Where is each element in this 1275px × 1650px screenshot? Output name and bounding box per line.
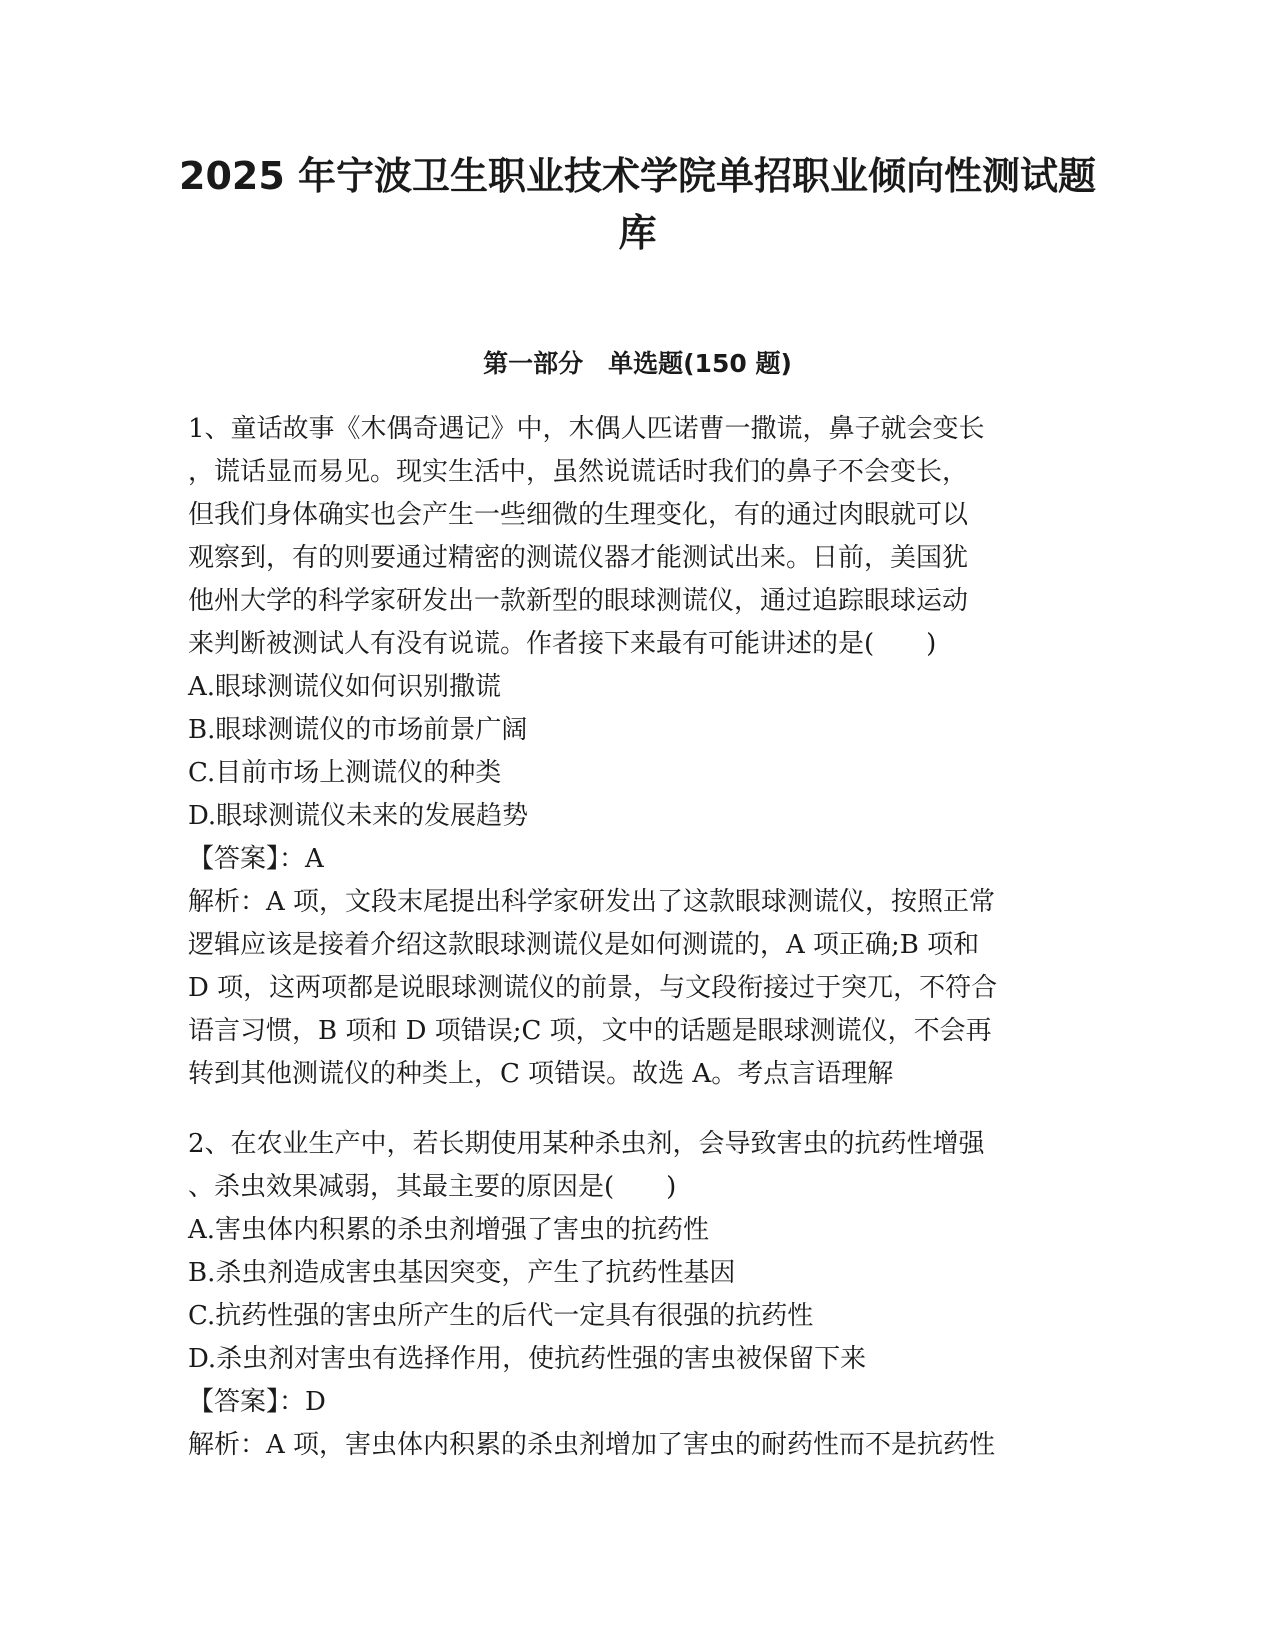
question-stem-line: 观察到，有的则要通过精密的测谎仪器才能测试出来。日前，美国犹 bbox=[188, 543, 969, 573]
title-line-1: 2025 年宁波卫生职业技术学院单招职业倾向性测试题 bbox=[179, 154, 1096, 198]
question-stem-line: ，谎话显而易见。现实生活中，虽然说谎话时我们的鼻子不会变长， bbox=[188, 457, 969, 487]
analysis-line: D 项，这两项都是说眼球测谎仪的前景，与文段衔接过于突兀，不符合 bbox=[188, 973, 998, 1003]
question-stem-line: 、杀虫效果减弱，其最主要的原因是( ) bbox=[188, 1172, 677, 1202]
option-d: D.眼球测谎仪未来的发展趋势 bbox=[188, 801, 529, 831]
option-c: C.目前市场上测谎仪的种类 bbox=[188, 758, 502, 788]
question-2 bbox=[188, 1123, 1088, 1467]
option-b: B.杀虫剂造成害虫基因突变，产生了抗药性基因 bbox=[188, 1258, 736, 1288]
answer-line: 【答案】：A bbox=[188, 844, 324, 874]
question-stem-line: 但我们身体确实也会产生一些细微的生理变化，有的通过肉眼就可以 bbox=[188, 500, 969, 530]
analysis-line: 解析：A 项，文段末尾提出科学家研发出了这款眼球测谎仪，按照正常 bbox=[188, 887, 996, 917]
option-c: C.抗药性强的害虫所产生的后代一定具有很强的抗药性 bbox=[188, 1301, 814, 1331]
option-d: D.杀虫剂对害虫有选择作用，使抗药性强的害虫被保留下来 bbox=[188, 1344, 867, 1374]
question-stem-line: 1、童话故事《木偶奇遇记》中，木偶人匹诺曹一撒谎，鼻子就会变长 bbox=[188, 414, 985, 444]
option-b: B.眼球测谎仪的市场前景广阔 bbox=[188, 715, 528, 745]
question-stem-line: 来判断被测试人有没有说谎。作者接下来最有可能讲述的是( ) bbox=[188, 629, 937, 659]
analysis-line: 解析：A 项，害虫体内积累的杀虫剂增加了害虫的耐药性而不是抗药性 bbox=[188, 1430, 996, 1460]
option-a: A.害虫体内积累的杀虫剂增强了害虫的抗药性 bbox=[188, 1215, 710, 1245]
question-1 bbox=[188, 408, 1088, 1096]
analysis-line: 逻辑应该是接着介绍这款眼球测谎仪是如何测谎的，A 项正确;B 项和 bbox=[188, 930, 980, 960]
question-stem-line: 他州大学的科学家研发出一款新型的眼球测谎仪，通过追踪眼球运动 bbox=[188, 586, 969, 616]
question-stem-line: 2、在农业生产中，若长期使用某种杀虫剂，会导致害虫的抗药性增强 bbox=[188, 1129, 985, 1159]
analysis-line: 转到其他测谎仪的种类上，C 项错误。故选 A。考点言语理解 bbox=[188, 1059, 894, 1089]
section-heading: 第一部分 单选题(150 题) bbox=[483, 349, 792, 378]
document-title bbox=[140, 148, 1135, 262]
option-a: A.眼球测谎仪如何识别撒谎 bbox=[188, 672, 502, 702]
answer-line: 【答案】：D bbox=[188, 1387, 326, 1417]
analysis-line: 语言习惯，B 项和 D 项错误;C 项，文中的话题是眼球测谎仪，不会再 bbox=[188, 1016, 992, 1046]
title-line-2: 库 bbox=[618, 211, 657, 255]
